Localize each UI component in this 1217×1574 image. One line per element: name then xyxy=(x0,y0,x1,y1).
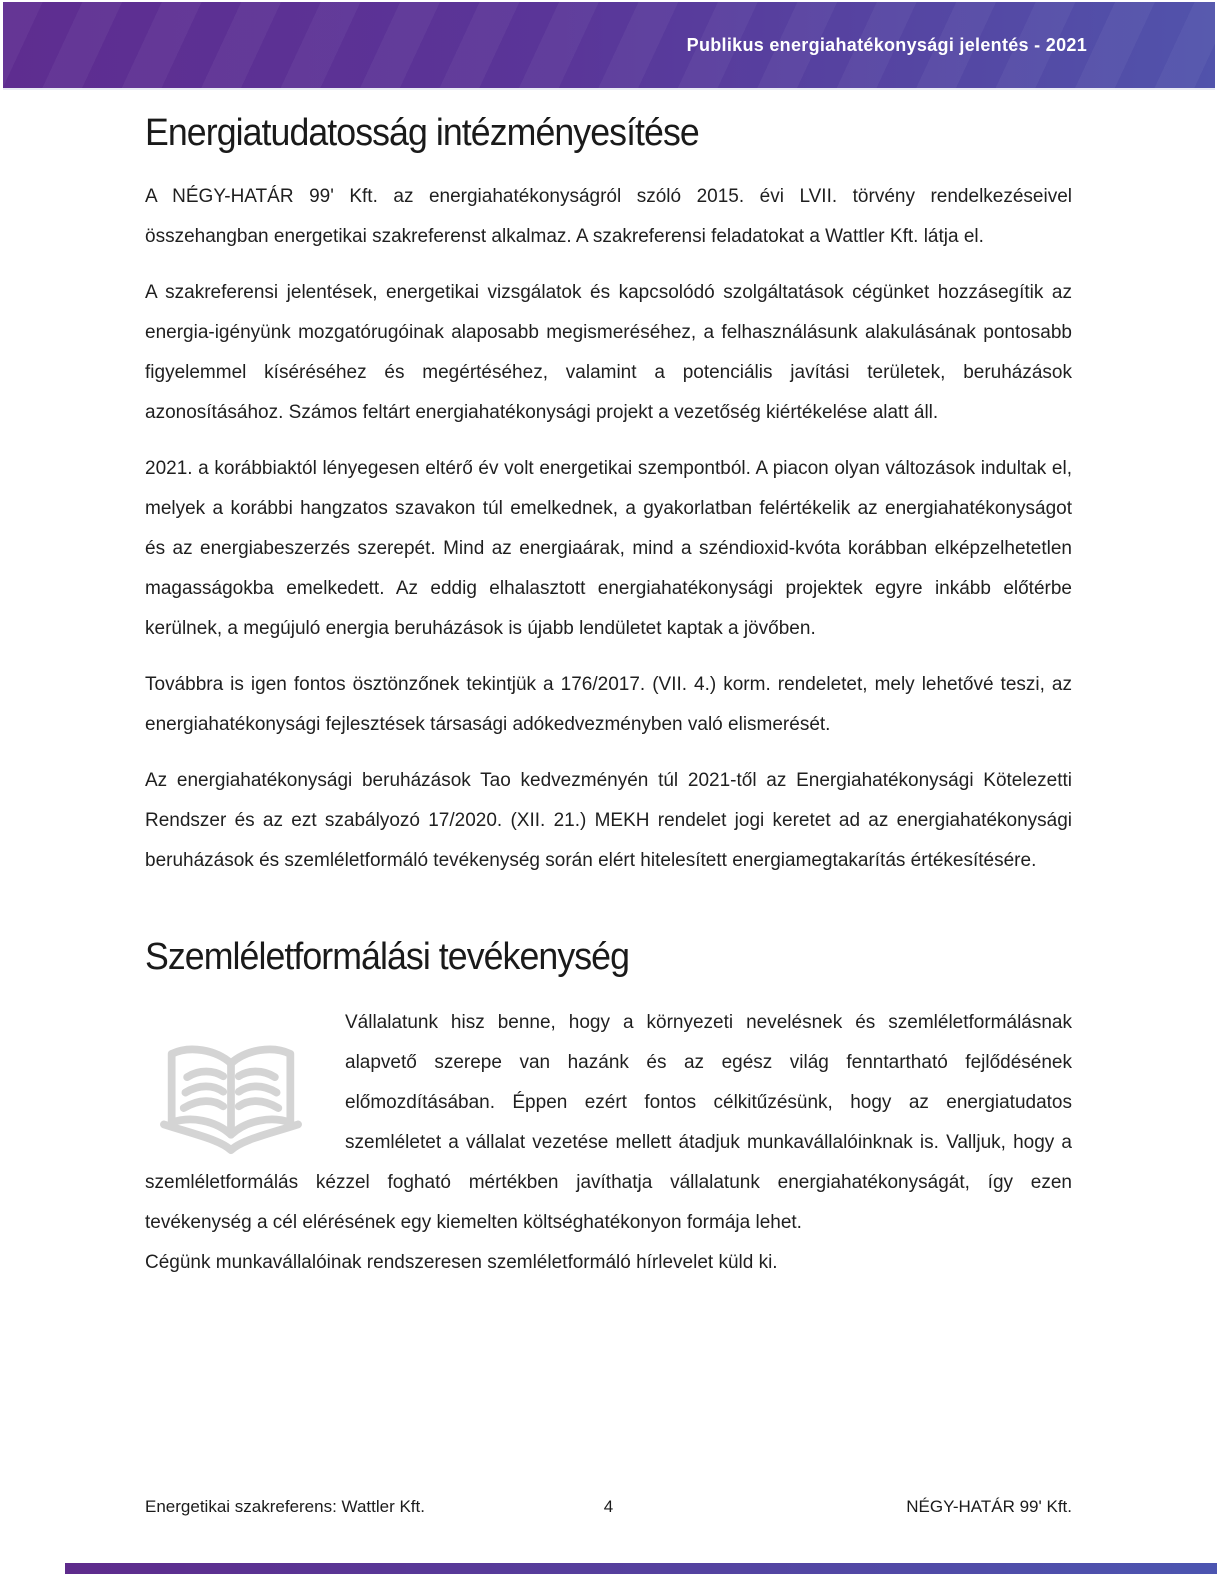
paragraph: Az energiahatékonysági beruházások Tao kedvezményén túl 2021-től az Energiahatékonysági Kötelezetti Rendszer és az ezt szabályozó 17/2020. (XII. 21.) MEKH rendelet jogi keretet ad az energiahatékonysági beruházások és szemléletformáló tevékenység során elért hitelesített energiamegtakarítás értékesítésére. xyxy=(145,770,1072,871)
header-band-title: Publikus energiahatékonysági jelentés - 2021 xyxy=(686,34,1087,55)
section-heading-szemleletformalas: Szemléletformálási tevékenység xyxy=(145,936,630,978)
section-heading-energiatudatossag: Energiatudatosság intézményesítése xyxy=(145,112,699,154)
footer-right-text: NÉGY-HATÁR 99' Kft. xyxy=(906,1497,1072,1516)
paragraph: A NÉGY-HATÁR 99' Kft. az energiahatékonyságról szóló 2015. évi LVII. törvény rendelkezéseivel összehangban energetikai szakreferenst alkalmaz. A szakreferensi feladatokat a Wattler Kft. látja el. xyxy=(145,186,1072,247)
footer-page-number: 4 xyxy=(603,1497,614,1516)
paragraph: Cégünk munkavállalóinak rendszeresen szemléletformáló hírlevelet küld ki. xyxy=(145,1252,778,1273)
footer-left-text: Energetikai szakreferens: Wattler Kft. xyxy=(145,1497,425,1516)
paragraph: Vállalatunk hisz benne, hogy a környezeti nevelésnek és szemléletformálásnak alapvető szerepe van hazánk és az egész világ fenntartható fejlődésének előmozdításában. Éppen ezért fontos célkitűzésünk, hogy az energiatudatos szemléletet a vállalat vezetése mellett átadjuk munkavállalóinknak is. Valljuk, hogy a szemléletformálás kézzel fogható mértékben javíthatja vállalatunk energiahatékonyságát, így ezen tevékenység a cél elérésének egy kiemelten költséghatékonyon formája lehet. xyxy=(145,1012,1072,1233)
illustrated-paragraph-block xyxy=(145,1003,1072,1243)
header-band xyxy=(3,2,1215,90)
bottom-gradient-bar xyxy=(65,1563,1217,1574)
paragraph: A szakreferensi jelentések, energetikai vizsgálatok és kapcsolódó szolgáltatások cégünket hozzásegítik az energia-igényünk mozgatórugóinak alaposabb megismeréséhez, a felhasználásunk alakulásának pontosabb figyelemmel kíséréséhez és megértéséhez, valamint a potenciális javítási területek, beruházások azonosításához. Számos feltárt energiahatékonysági projekt a vezetőség kiértékelése alatt áll. xyxy=(145,282,1072,423)
document-content xyxy=(145,92,1072,1283)
page-footer xyxy=(145,1497,1072,1517)
paragraph: 2021. a korábbiaktól lényegesen eltérő év volt energetikai szempontból. A piacon olyan változások indultak el, melyek a korábbi hangzatos szavakon túl emelkednek, a gyakorlatban felértékelik az energiahatékonyságot és az energiabeszerzés szerepét. Mind az energiaárak, mind a széndioxid-kvóta korábban elképzelhetetlen magasságokba emelkedett. Az eddig elhalasztott energiahatékonysági projektek egyre inkább előtérbe kerülnek, a megújuló energia beruházások is újabb lendületet kaptak a jövőben. xyxy=(145,458,1072,639)
paragraph: Továbbra is igen fontos ösztönzőnek tekintjük a 176/2017. (VII. 4.) korm. rendeletet, mely lehetővé teszi, az energiahatékonysági fejlesztések társasági adókedvezményben való elismerését. xyxy=(145,674,1072,735)
open-book-icon xyxy=(145,1003,345,1161)
